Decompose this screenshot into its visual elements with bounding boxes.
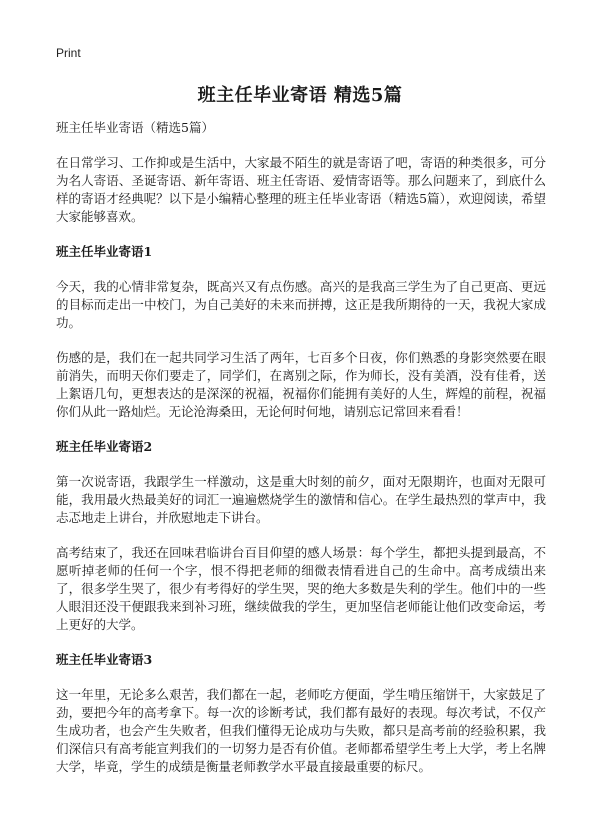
intro-paragraph: 在日常学习、工作抑或是生活中，大家最不陌生的就是寄语了吧，寄语的种类很多，可分为名人寄语、圣诞寄语、新年寄语、班主任寄语、爱情寄语等。那么问题来了，到底什么样的寄语才经典呢？以下是小编精心整理的班主任毕业寄语（精选5篇），欢迎阅读，希望大家能够喜欢。: [56, 155, 546, 224]
document-title: 班主任毕业寄语 精选5篇: [197, 85, 403, 106]
section-1-paragraph-1: 今天，我的心情非常复杂，既高兴又有点伤感。高兴的是我高三学生为了自己更高、更远的目标而走出一中校门，为自己美好的未来而拼搏，这正是我所期待的一天，我祝大家成功。: [56, 279, 546, 330]
section-heading-1: 班主任毕业寄语1: [56, 244, 153, 259]
article-body: [56, 119, 546, 793]
section-3-paragraph-1: 这一年里，无论多么艰苦，我们都在一起，老师吃方便面，学生啃压缩饼干，大家鼓足了劲，要把今年的高考拿下。每一次的诊断考试，我们都有最好的表现。每次考试，不仅产生成功者，也会产生失败者，但我们懂得无论成功与失败，都只是高考前的经验积累，我们深信只有高考能宣判我们的一切努力是否有价值。老师都希望学生考上大学，考上名牌大学，毕竟，学生的成绩是衡量老师教学水平最直接最重要的标尺。: [56, 687, 546, 774]
section-2-paragraph-2: 高考结束了，我还在回味君临讲台百目仰望的感人场景：每个学生，都把头提到最高，不愿听掉老师的任何一个字，恨不得把老师的细微表情看进自己的生命中。高考成绩出来了，很多学生哭了，很少有考得好的学生哭，哭的绝大多数是失利的学生。他们中的一些人眼泪还没干便跟我来到补习班，继续做我的学生，更加坚信老师能让他们改变命运，考上更好的大学。: [56, 545, 546, 632]
section-2-paragraph-1: 第一次说寄语，我跟学生一样激动，这是重大时刻的前夕，面对无限期许，也面对无限可能，我用最火热最美好的词汇一遍遍燃烧学生的激情和信心。在学生最热烈的掌声中，我忐忑地走上讲台，并欣慰地走下讲台。: [56, 474, 546, 525]
section-heading-3: 班主任毕业寄语3: [56, 652, 153, 667]
article-subtitle: 班主任毕业寄语（精选5篇）: [56, 120, 214, 135]
print-link[interactable]: Print: [56, 46, 81, 60]
section-heading-2: 班主任毕业寄语2: [56, 439, 153, 454]
section-1-paragraph-2: 伤感的是，我们在一起共同学习生活了两年，七百多个日夜，你们熟悉的身影突然要在眼前消失，而明天你们要走了，同学们，在离别之际，作为师长，没有美酒，没有佳肴，送上絮语几句，更想表达的是深深的祝福，祝福你们能拥有美好的人生，辉煌的前程，祝福你们从此一路灿烂。无论沧海桑田，无论何时何地，请别忘记常回来看看！: [56, 350, 546, 419]
